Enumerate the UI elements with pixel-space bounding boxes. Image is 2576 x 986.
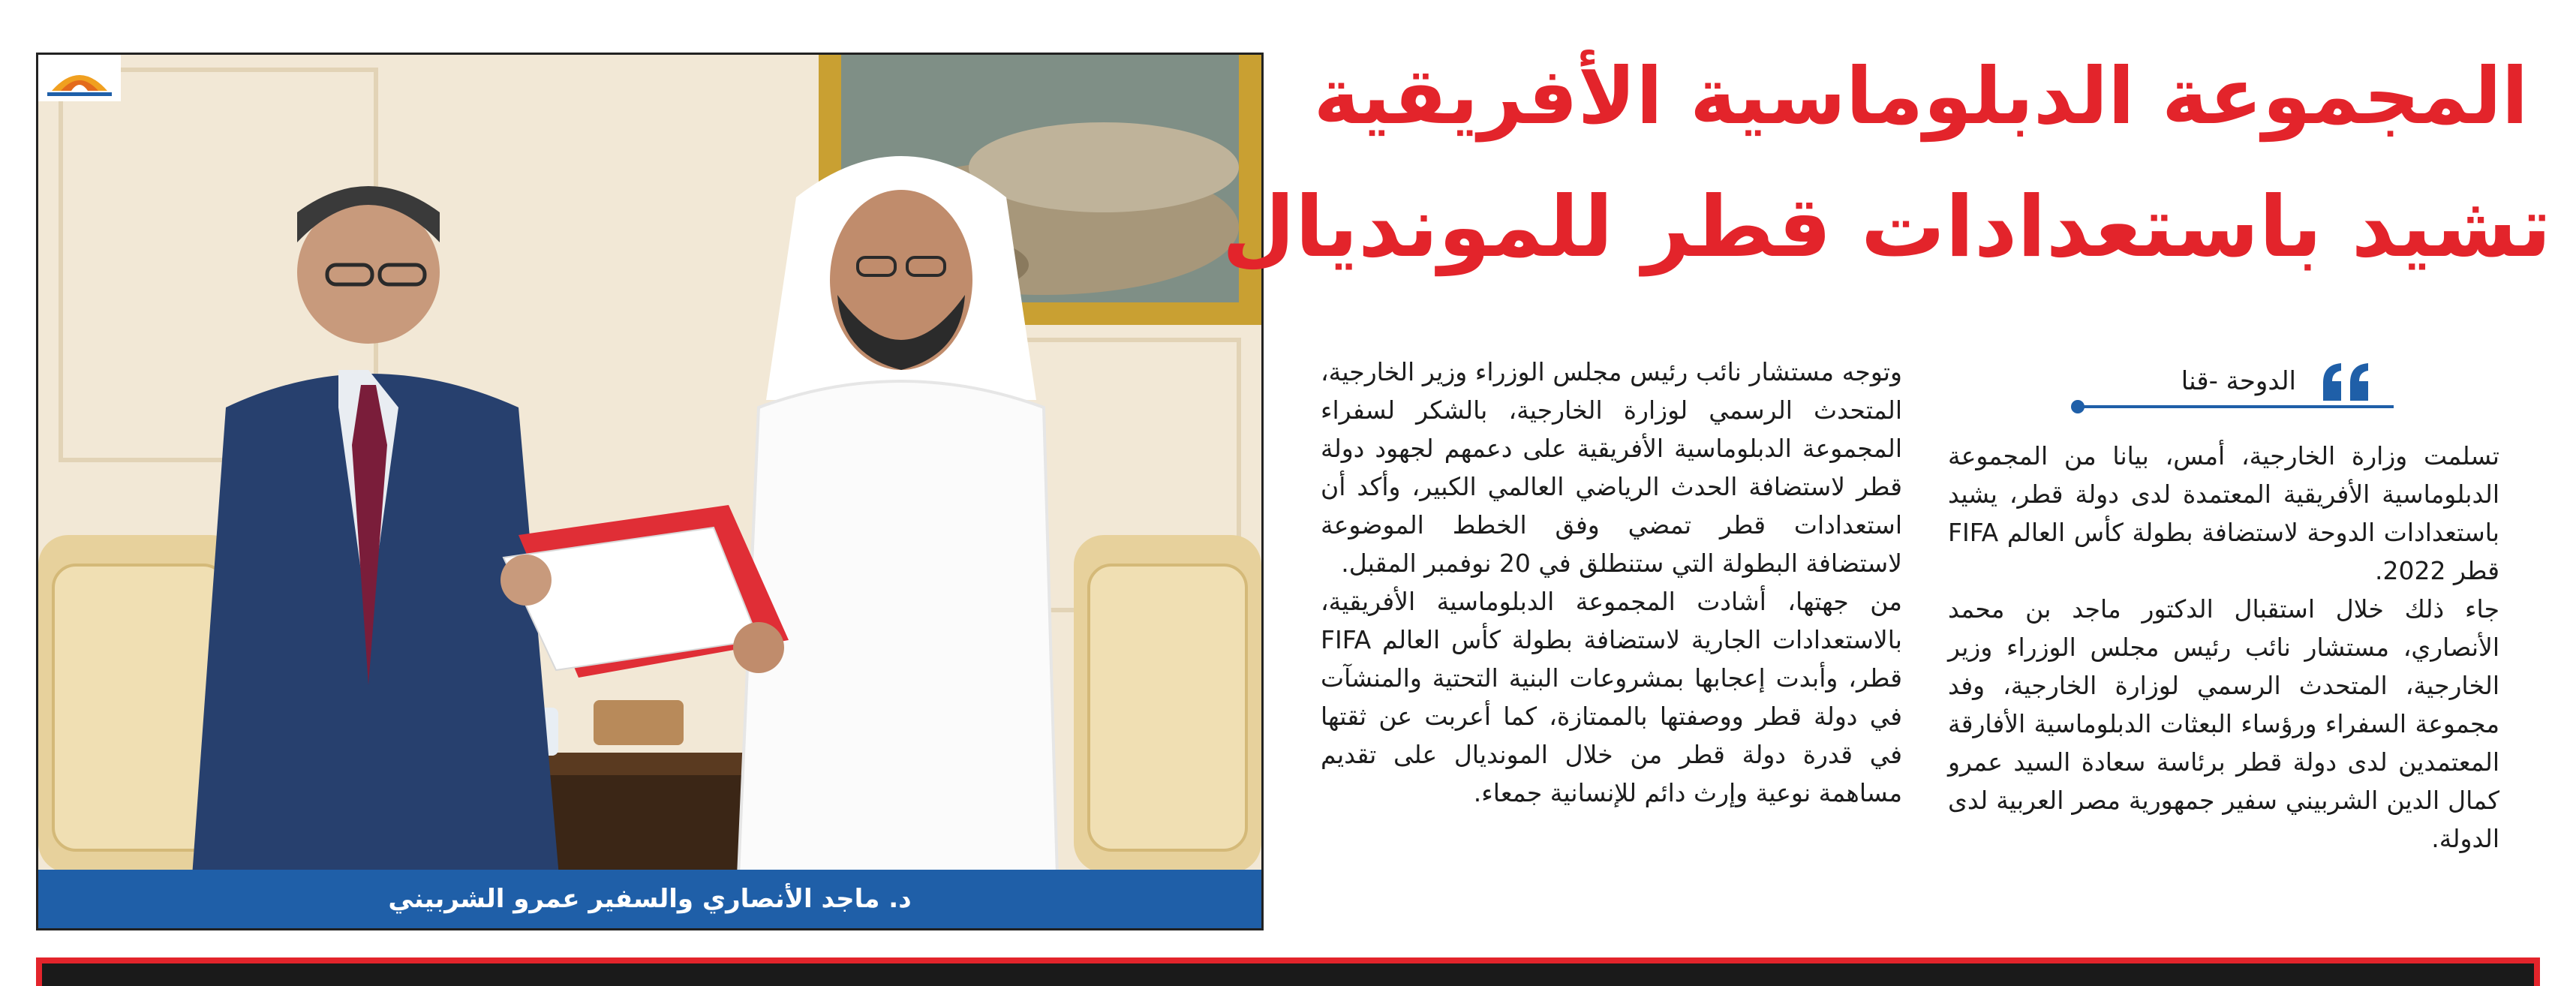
- article-column-left: [1321, 353, 1902, 812]
- next-article-frame: [36, 957, 2540, 986]
- dateline: [2071, 359, 2401, 404]
- article-paragraph: وتوجه مستشار نائب رئيس مجلس الوزراء وزير الخارجية، المتحدث الرسمي لوزارة الخارجية، بالشكر لسفراء المجموعة الدبلوماسية الأفريقية على دعمهم لجهود دولة قطر لاستضافة الحدث الرياضي العالمي الكبير، وأكد أن استعدادات قطر تمضي وفق الخطط الموضوعة لاستضافة البطولة التي ستنطلق في 20 نوفمبر المقبل.: [1321, 357, 1902, 578]
- newspaper-logo-icon: [38, 55, 121, 101]
- article-photo: [36, 53, 1264, 930]
- article-column-right: [1948, 437, 2499, 858]
- dateline-text: الدوحة -قنا: [2181, 366, 2296, 396]
- dateline-dot: [2071, 400, 2085, 413]
- article-paragraph: من جهتها، أشادت المجموعة الدبلوماسية الأفريقية، بالاستعدادات الجارية لاستضافة بطولة كأس العالم FIFA قطر، وأبدت إعجابها بمشروعات البنية التحتية والمنشآت في دولة قطر ووصفتها بالممتازة، كما أعربت عن ثقتها في قدرة دولة قطر من خلال المونديال على تقديم مساهمة نوعية وإرث دائم للإنسانية جمعاء.: [1321, 587, 1902, 807]
- headline-line-2: تشيد باستعدادات قطر للمونديال: [1222, 179, 2551, 276]
- photo-caption: د. ماجد الأنصاري والسفير عمرو الشربيني: [388, 884, 912, 914]
- headline-line-1: المجموعة الدبلوماسية الأفريقية: [1313, 50, 2529, 142]
- dateline-rule: [2079, 405, 2394, 408]
- article-paragraph: جاء ذلك خلال استقبال الدكتور ماجد بن محمد الأنصاري، مستشار نائب رئيس مجلس الوزراء وزير الخارجية، المتحدث الرسمي لوزارة الخارجية، وفد مجموعة السفراء ورؤساء البعثات الدبلوماسية الأفارقة المعتمدين لدى دولة قطر برئاسة سعادة السيد عمرو كمال الدين الشربيني سفير جمهورية مصر العربية لدى الدولة.: [1948, 594, 2499, 853]
- photo-illustration: [38, 55, 1261, 928]
- photo-caption-bar: [38, 870, 1261, 928]
- quote-icon: [2319, 360, 2373, 404]
- article-paragraph: تسلمت وزارة الخارجية، أمس، بيانا من المجموعة الدبلوماسية الأفريقية المعتمدة لدى دولة قطر، يشيد باستعدادات الدوحة لاستضافة بطولة كأس العالم FIFA قطر 2022.: [1948, 441, 2499, 585]
